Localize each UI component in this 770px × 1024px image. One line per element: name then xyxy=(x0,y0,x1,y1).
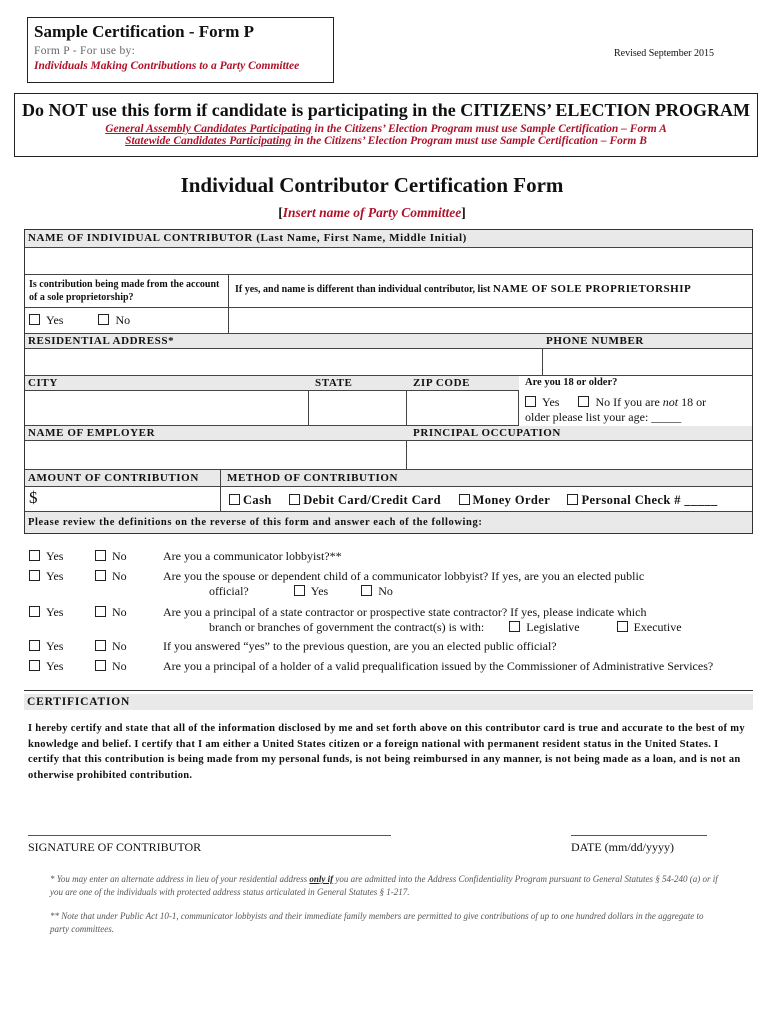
sole-proprietorship-name-input[interactable] xyxy=(229,308,752,334)
sole-proprietorship-question: Is contribution being made from the account of a sole proprietorship? xyxy=(29,279,220,303)
method-options xyxy=(221,486,752,512)
q3-branch-label: branch or branches of government the contract(s) is with: xyxy=(209,620,485,634)
q5-no-label: No xyxy=(112,659,127,673)
age-no-label: No If you are not 18 or xyxy=(595,395,707,409)
q2-text-cont xyxy=(209,584,393,599)
q2-no-checkbox[interactable] xyxy=(95,570,106,581)
name-input[interactable] xyxy=(25,247,752,275)
sole-proprietorship-question-cell xyxy=(25,275,229,308)
legislative-label: Legislative xyxy=(526,620,580,634)
q1-yes-checkbox[interactable] xyxy=(29,550,40,561)
age-question: Are you 18 or older? xyxy=(525,377,618,388)
q2-no xyxy=(95,569,127,584)
q3-yes-label: Yes xyxy=(46,605,64,619)
q4-text: If you answered “yes” to the previous question, are you an elected public official? xyxy=(163,639,557,653)
age-yes-label: Yes xyxy=(542,395,560,409)
page-title: Individual Contributor Certification Form xyxy=(180,173,564,197)
q2-official-yes-label: Yes xyxy=(310,584,329,598)
cash-label: Cash xyxy=(243,493,272,507)
q2-yes-checkbox[interactable] xyxy=(29,570,40,581)
party-committee-line xyxy=(0,205,744,221)
q5-yes-label: Yes xyxy=(46,659,64,673)
employer-label: NAME OF EMPLOYER xyxy=(25,426,407,440)
q5-no xyxy=(95,659,127,674)
form-title: Sample Certification - Form P xyxy=(34,22,254,41)
q2-yes-label: Yes xyxy=(46,569,64,583)
cep-warning-line-b xyxy=(15,135,757,147)
phone-label: PHONE NUMBER xyxy=(543,334,752,348)
revised-date: Revised September 2015 xyxy=(614,48,714,59)
age-yes-checkbox[interactable] xyxy=(525,396,536,407)
form-header-box xyxy=(27,17,334,83)
sole-yes-label: Yes xyxy=(46,313,64,327)
method-label: METHOD OF CONTRIBUTION xyxy=(221,470,752,486)
q2-official-no-checkbox[interactable] xyxy=(361,585,372,596)
q1-text: Are you a communicator lobbyist?** xyxy=(163,549,342,563)
cep-warning-box xyxy=(14,93,758,157)
q3-no xyxy=(95,605,127,620)
amount-label: AMOUNT OF CONTRIBUTION xyxy=(25,470,221,486)
certification-divider xyxy=(24,690,753,691)
form-a-text: in the Citizens’ Election Program must use Sample Certification – Form A xyxy=(311,123,667,135)
q4-yes xyxy=(29,639,63,654)
sole-name-label-key: NAME OF SOLE PROPRIETORSHIP xyxy=(492,283,692,295)
review-instruction: Please review the definitions on the reverse of this form and answer each of the following: xyxy=(25,512,752,533)
q3-text-cont xyxy=(209,620,682,635)
sole-proprietorship-options xyxy=(25,308,229,334)
address-label: RESIDENTIAL ADDRESS* xyxy=(25,334,543,348)
form-subtitle: Form P - For use by: xyxy=(34,45,136,57)
personal-check-checkbox[interactable] xyxy=(567,494,578,505)
state-label: STATE xyxy=(309,376,407,390)
executive-label: Executive xyxy=(633,620,682,634)
footnote-2: ** Note that under Public Act 10-1, communicator lobbyists and their immediate family members are permitted to give contributions of up to one hundred dollars in the aggregate to party committees. xyxy=(50,911,704,934)
q2-text: Are you the spouse or dependent child of a communicator lobbyist? If yes, are you an elected public xyxy=(163,569,645,583)
form-b-link[interactable]: Statewide Candidates Participating xyxy=(125,135,292,147)
dollar-sign: $ xyxy=(29,488,38,507)
zip-input[interactable] xyxy=(407,390,519,426)
state-input[interactable] xyxy=(309,390,407,426)
zip-label: ZIP CODE xyxy=(407,376,519,390)
sole-no-label: No xyxy=(115,313,131,327)
form-b-text: in the Citizens’ Election Program must use Sample Certification – Form B xyxy=(291,135,647,147)
q2-no-label: No xyxy=(112,569,127,583)
q5-yes xyxy=(29,659,63,674)
sole-proprietorship-name-label-cell xyxy=(229,275,752,308)
sole-yes-checkbox[interactable] xyxy=(29,314,40,325)
card-label: Debit Card/Credit Card xyxy=(303,493,441,507)
name-label: NAME OF INDIVIDUAL CONTRIBUTOR (Last Name, First Name, Middle Initial) xyxy=(25,230,752,247)
legislative-checkbox[interactable] xyxy=(509,621,520,632)
certification-text: I hereby certify and state that all of the information disclosed by me and set forth above on this contributor card is true and accurate to the best of my knowledge and belief. I certify that I am either a United States citizen or a foreign national with permanent resident status in the United States. I certify that this contribution is being made from my personal funds, is not being reimbursed in any manner, is not being made as a loan, and is not an otherwise prohibited contribution. xyxy=(28,723,745,781)
signature-label: SIGNATURE OF CONTRIBUTOR xyxy=(28,840,202,854)
age-no-checkbox[interactable] xyxy=(578,396,589,407)
executive-checkbox[interactable] xyxy=(617,621,628,632)
q3-text: Are you a principal of a state contractor or prospective state contractor? If yes, please indicate which xyxy=(163,605,647,619)
q3-yes-checkbox[interactable] xyxy=(29,606,40,617)
q1-no-checkbox[interactable] xyxy=(95,550,106,561)
occupation-input[interactable] xyxy=(407,440,752,470)
q4-yes-label: Yes xyxy=(46,639,64,653)
q1-no xyxy=(95,549,127,564)
q4-no xyxy=(95,639,127,654)
age-options xyxy=(525,395,706,425)
q4-no-label: No xyxy=(112,639,127,653)
date-line[interactable] xyxy=(571,835,707,836)
certification-title: CERTIFICATION xyxy=(24,694,753,710)
q3-no-label: No xyxy=(112,605,127,619)
q1-no-label: No xyxy=(112,549,127,563)
occupation-label: PRINCIPAL OCCUPATION xyxy=(407,426,752,440)
address-input[interactable] xyxy=(25,348,543,376)
q2-official-yes-checkbox[interactable] xyxy=(294,585,305,596)
q2-yes xyxy=(29,569,63,584)
money-order-checkbox[interactable] xyxy=(459,494,470,505)
signature-line[interactable] xyxy=(28,835,391,836)
q1-yes-label: Yes xyxy=(46,549,64,563)
phone-input[interactable] xyxy=(543,348,752,376)
q2-official-no-label: No xyxy=(378,584,393,598)
personal-check-label: Personal Check # _____ xyxy=(581,493,718,507)
sole-name-label-prefix: If yes, and name is different than individual contributor, list xyxy=(235,284,493,295)
q1-yes xyxy=(29,549,63,564)
party-committee-placeholder[interactable]: Insert name of Party Committee xyxy=(282,205,462,220)
form-a-link[interactable]: General Assembly Candidates Participating xyxy=(105,123,312,135)
form-audience: Individuals Making Contributions to a Party Committee xyxy=(34,60,300,72)
q5-yes-checkbox[interactable] xyxy=(29,660,40,671)
q5-no-checkbox[interactable] xyxy=(95,660,106,671)
bracket-close: ] xyxy=(461,205,466,220)
cash-checkbox[interactable] xyxy=(229,494,240,505)
amount-input[interactable] xyxy=(25,486,221,512)
card-checkbox[interactable] xyxy=(289,494,300,505)
q4-no-checkbox[interactable] xyxy=(95,640,106,651)
q5-text: Are you a principal of a holder of a valid prequalification issued by the Commissioner of Administrative Services? xyxy=(163,659,714,673)
form-grid xyxy=(24,229,753,534)
cep-warning-line-a xyxy=(15,123,757,135)
bracket-open: [ xyxy=(278,205,283,220)
footnote-1: * You may enter an alternate address in lieu of your residential address only if you are admitted into the Address Confidentiality Program pursuant to General Statutes § 54-240 (a) or if you are one of the individuals with protected address status articulated in General Statutes § 1-217. xyxy=(50,874,718,897)
city-label: CITY xyxy=(25,376,309,390)
q2-official-label: official? xyxy=(209,584,249,598)
money-order-label: Money Order xyxy=(472,493,550,507)
age-list-line: older please list your age: _____ xyxy=(525,410,682,424)
cep-warning-title: Do NOT use this form if candidate is participating in the CITIZENS’ ELECTION PROGRAM xyxy=(22,100,750,120)
q3-no-checkbox[interactable] xyxy=(95,606,106,617)
date-label: DATE (mm/dd/yyyy) xyxy=(571,840,674,854)
employer-input[interactable] xyxy=(25,440,407,470)
sole-no-checkbox[interactable] xyxy=(98,314,109,325)
sole-proprietorship-name-label xyxy=(229,275,752,303)
city-input[interactable] xyxy=(25,390,309,426)
q3-yes xyxy=(29,605,63,620)
q4-yes-checkbox[interactable] xyxy=(29,640,40,651)
